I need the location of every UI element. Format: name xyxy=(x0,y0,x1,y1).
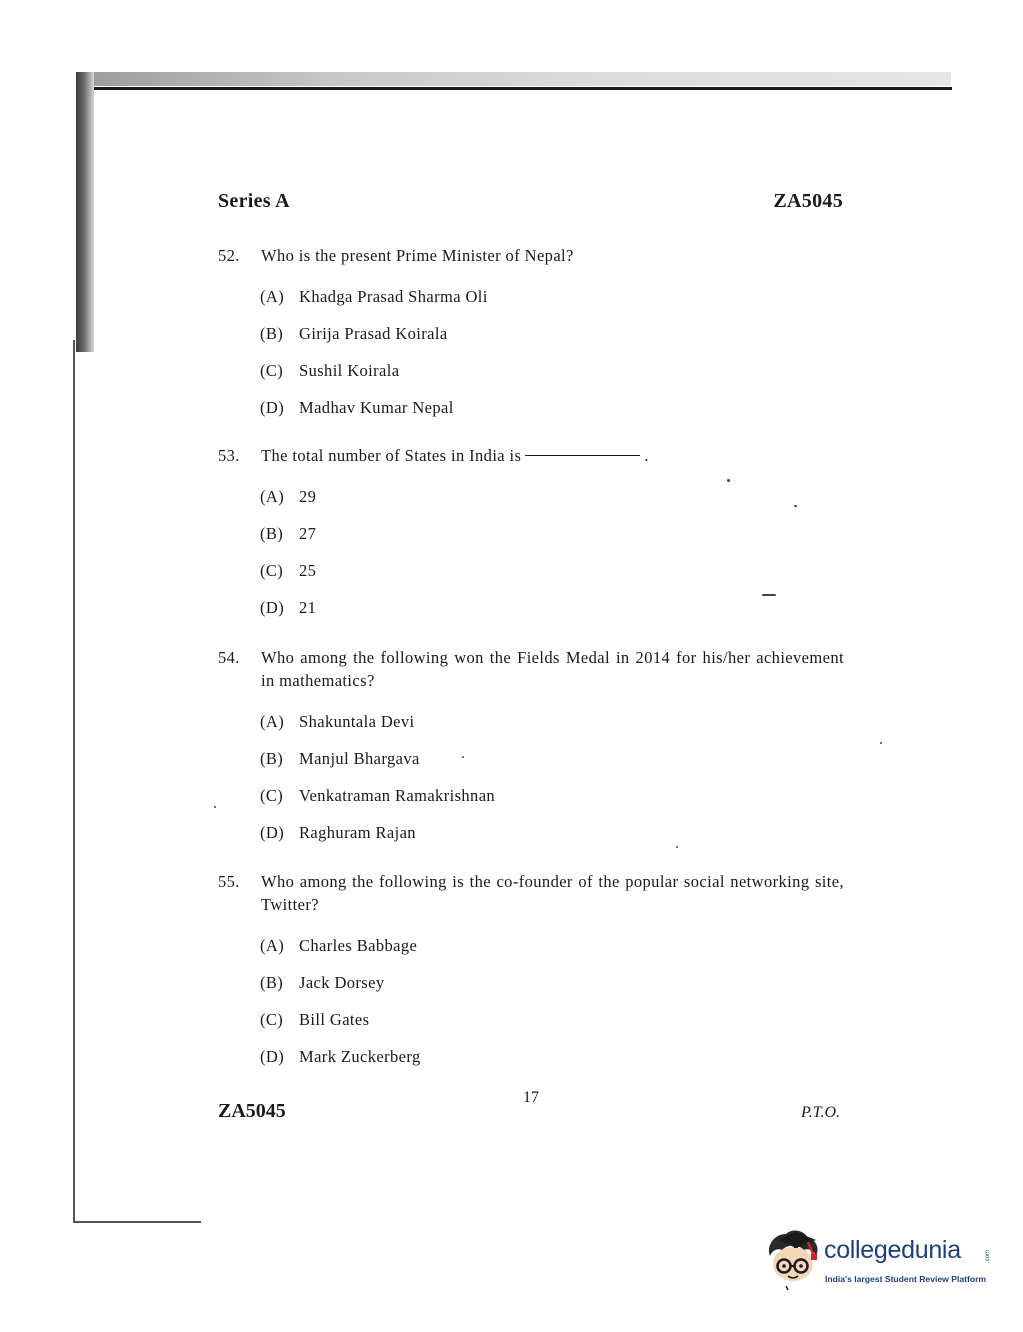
question-53 xyxy=(218,444,844,633)
question-number: 55. xyxy=(218,872,240,891)
option-a xyxy=(260,710,844,747)
question-text: Who is the present Prime Minister of Nepal? xyxy=(261,246,574,265)
option-letter: (A) xyxy=(260,712,285,731)
question-text-end: . xyxy=(644,446,649,465)
scan-edge-top xyxy=(76,72,951,86)
collegedunia-logo xyxy=(764,1226,994,1296)
question-number: 53. xyxy=(218,446,240,465)
option-letter: (D) xyxy=(260,598,285,617)
answer-blank xyxy=(525,455,640,456)
option-text: 29 xyxy=(299,487,317,506)
option-letter: (D) xyxy=(260,823,285,842)
option-text: Sushil Koirala xyxy=(299,361,400,380)
question-stem xyxy=(218,244,844,267)
option-c xyxy=(260,784,844,821)
option-text: Girija Prasad Koirala xyxy=(299,324,448,343)
option-text: 25 xyxy=(299,561,317,580)
option-letter: (C) xyxy=(260,786,284,805)
page-number: 17 xyxy=(523,1089,539,1106)
option-a xyxy=(260,934,844,971)
option-d xyxy=(260,1045,844,1082)
logo-wordmark: collegedunia xyxy=(824,1236,961,1264)
question-55 xyxy=(218,870,844,1082)
option-b xyxy=(260,747,844,784)
question-number: 52. xyxy=(218,246,240,265)
please-turn-over: P.T.O. xyxy=(801,1104,840,1121)
logo-domain: .com xyxy=(985,1250,991,1264)
option-d xyxy=(260,596,844,633)
question-text: The total number of States in India is xyxy=(261,446,522,465)
option-letter: (A) xyxy=(260,936,285,955)
option-list xyxy=(260,485,844,633)
scan-rule-top xyxy=(84,87,952,90)
scan-edge-left xyxy=(76,72,94,352)
option-b xyxy=(260,522,844,559)
option-text: Raghuram Rajan xyxy=(299,823,416,842)
option-text: Khadga Prasad Sharma Oli xyxy=(299,287,488,306)
option-d xyxy=(260,821,844,858)
question-number: 54. xyxy=(218,648,240,667)
question-52 xyxy=(218,244,844,433)
option-letter: (D) xyxy=(260,398,285,417)
series-label: Series A xyxy=(218,190,290,212)
option-letter: (C) xyxy=(260,361,284,380)
option-d xyxy=(260,396,844,433)
option-text: 27 xyxy=(299,524,317,543)
option-letter: (C) xyxy=(260,1010,284,1029)
option-list xyxy=(260,710,844,858)
option-b xyxy=(260,971,844,1008)
footer-paper-code: ZA5045 xyxy=(218,1100,286,1122)
question-text: Who among the following is the co-founder of the popular social networking site, Twitter? xyxy=(261,872,844,914)
scan-rule-left xyxy=(73,340,75,1222)
option-letter: (C) xyxy=(260,561,284,580)
question-stem xyxy=(218,646,844,692)
question-54 xyxy=(218,646,844,858)
option-letter: (A) xyxy=(260,287,285,306)
mascot-icon xyxy=(764,1226,824,1296)
question-stem xyxy=(218,870,844,916)
option-text: Venkatraman Ramakrishnan xyxy=(299,786,496,805)
option-text: Madhav Kumar Nepal xyxy=(299,398,454,417)
option-letter: (A) xyxy=(260,487,285,506)
option-a xyxy=(260,485,844,522)
paper-code: ZA5045 xyxy=(773,190,843,212)
option-text: Shakuntala Devi xyxy=(299,712,415,731)
option-letter: (B) xyxy=(260,973,284,992)
option-text: Jack Dorsey xyxy=(299,973,385,992)
option-c xyxy=(260,559,844,596)
scan-rule-bottom xyxy=(73,1221,201,1223)
option-letter: (B) xyxy=(260,749,284,768)
scan-speck xyxy=(880,742,882,744)
option-a xyxy=(260,285,844,322)
option-letter: (B) xyxy=(260,524,284,543)
option-letter: (B) xyxy=(260,324,284,343)
option-b xyxy=(260,322,844,359)
option-c xyxy=(260,1008,844,1045)
option-text: Manjul Bhargava xyxy=(299,749,420,768)
option-letter: (D) xyxy=(260,1047,285,1066)
option-text: Bill Gates xyxy=(299,1010,370,1029)
question-stem xyxy=(218,444,844,467)
option-text: Mark Zuckerberg xyxy=(299,1047,421,1066)
option-text: 21 xyxy=(299,598,317,617)
logo-tagline: India's largest Student Review Platform xyxy=(825,1274,987,1284)
option-text: Charles Babbage xyxy=(299,936,418,955)
question-text-wrap xyxy=(261,444,844,467)
option-c xyxy=(260,359,844,396)
option-list xyxy=(260,285,844,433)
scan-speck xyxy=(214,806,216,808)
question-text: Who among the following won the Fields Medal in 2014 for his/her achievement in mathematics? xyxy=(261,648,844,690)
option-list xyxy=(260,934,844,1082)
